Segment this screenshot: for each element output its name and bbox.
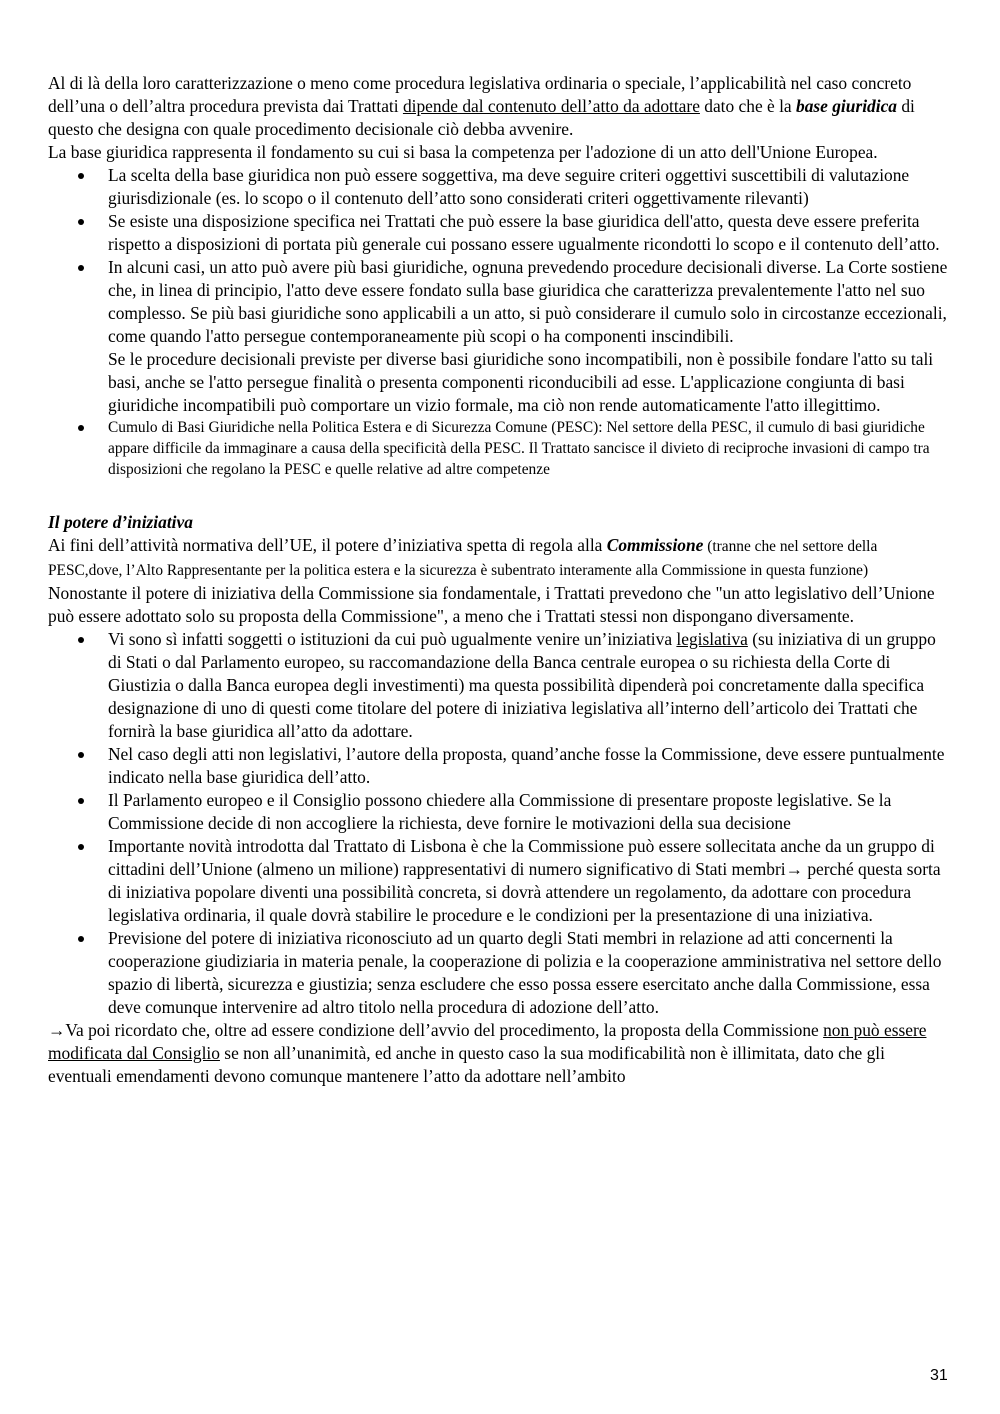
page-number: 31: [930, 1367, 948, 1384]
bullet-list-base-giuridica: [48, 164, 953, 480]
section-heading: Il potere d’iniziativa: [48, 512, 193, 532]
section-paragraph: Nonostante il potere di iniziativa della Commissione sia fondamentale, i Trattati prevedono che "un atto legislativo dell’Unione può essere adottato solo su proposta della Commissione", a meno che i Trattati stessi non dispongano diversamente.: [48, 583, 935, 626]
list-item: Previsione del potere di iniziativa riconosciuto ad un quarto degli Stati membri in relazione ad atti concernenti la cooperazione giudiziaria in materia penale, la cooperazione di polizia e la cooperazione amministrativa nel settore dello spazio di libertà, sicurezza e giustizia; senza escludere che esso possa essere esercitato anche dalla Commissione, essa deve comunque intervenire ad altro titolo nella procedura di adozione dell’atto.: [48, 927, 953, 1019]
list-item: Se esiste una disposizione specifica nei Trattati che può essere la base giuridica dell'atto, questa deve essere preferita rispetto a disposizioni di portata più generale cui possano essere ugualmente ricondotti lo scopo e il contenuto dell’atto.: [48, 210, 953, 256]
list-item: La scelta della base giuridica non può essere soggettiva, ma deve seguire criteri oggettivi suscettibili di valutazione giurisdizionale (es. lo scopo o il contenuto dell’atto sono considerati criteri oggettivamente rilevanti): [48, 164, 953, 210]
definition-paragraph: La base giuridica rappresenta il fondamento su cui si basa la competenza per l'adozione di un atto dell'Unione Europea.: [48, 142, 878, 162]
underlined-text: legislativa: [676, 629, 748, 649]
section-paragraph: Ai fini dell’attività normativa dell’UE, il potere d’iniziativa spetta di regola alla Commissione (tranne che nel settore della PESC,dove, l’Alto Rappresentante per la politica estera e la sicurezza è subentrato interamente alla Commissione in questa funzione): [48, 535, 878, 579]
list-item: In alcuni casi, un atto può avere più basi giuridiche, ognuna prevedendo procedure decisionali diverse. La Corte sostiene che, in linea di principio, l'atto deve essere fondato sulla base giuridica che caratterizza prevalentemente l'atto nel suo complesso. Se più basi giuridiche sono applicabili a un atto, si può considerare il cumulo solo in circostanze eccezionali, come quando l'atto persegue contemporaneamente più scopi o ha componenti inscindibili. Se le procedure decisionali previste per diverse basi giuridiche sono incompatibili, non è possibile fondare l'atto su tali basi, anche se l'atto persegue finalità o presenta componenti riconducibili ad esse. L'applicazione congiunta di basi giuridiche incompatibili può comportare un vizio formale, ma ciò non rende automaticamente l'atto illegittimo.: [48, 256, 953, 417]
emphasis-text: base giuridica: [796, 96, 897, 116]
underlined-text: non può essere modificata dal Consiglio: [48, 1020, 927, 1063]
list-item: Nel caso degli atti non legislativi, l’autore della proposta, quand’anche fosse la Commissione, deve essere puntualmente indicato nella base giuridica dell’atto.: [48, 743, 953, 789]
underlined-text: dipende dal contenuto dell’atto da adottare: [402, 96, 700, 116]
list-item: Vi sono sì infatti soggetti o istituzioni da cui può ugualmente venire un’iniziativa legislativa (su iniziativa di un gruppo di Stati o dal Parlamento europeo, su raccomandazione della Banca centrale europea o su richiesta della Corte di Giustizia o dalla Banca europea degli investimenti) ma questa possibilità dipenderà poi concretamente dalla specifica designazione di uno di questi come titolare del potere di iniziativa legislativa all’interno dell’articolo dei Trattati che fornirà la base giuridica all’atto da adottare.: [48, 628, 953, 743]
bullet-list-iniziativa: [48, 628, 953, 1019]
list-item: Cumulo di Basi Giuridiche nella Politica Estera e di Sicurezza Comune (PESC): Nel settore della PESC, il cumulo di basi giuridiche appare difficile da immaginare a causa della specificità della PESC. Il Trattato sancisce il divieto di reciproche invasioni di campo tra disposizioni che regolano la PESC e quelle relative ad altre competenze: [48, 417, 953, 480]
list-item: Il Parlamento europeo e il Consiglio possono chiedere alla Commissione di presentare proposte legislative. Se la Commissione decide di non accogliere la richiesta, deve fornire le motivazioni della sua decisione: [48, 789, 953, 835]
list-item: Importante novità introdotta dal Trattato di Lisbona è che la Commissione può essere sollecitata anche da un gruppo di cittadini dell’Unione (almeno un milione) rappresentativi di numero significativo di Stati membri→ perché questa sorta di iniziativa popolare diventi una possibilità concreta, si dovrà attendere un regolamento, da adottare con procedura legislativa ordinaria, il quale dovrà stabilire le procedure e le condizioni per la presentazione di una iniziativa.: [48, 835, 953, 927]
arrow-right-icon: →: [48, 1020, 66, 1040]
emphasis-text: Commissione: [606, 535, 704, 555]
closing-paragraph: →Va poi ricordato che, oltre ad essere condizione dell’avvio del procedimento, la proposta della Commissione non può essere modificata dal Consiglio se non all’unanimità, ed anche in questo caso la sua modificabilità non è illimitata, dato che gli eventuali emendamenti devono comunque mantenere l’atto da adottare nell’ambito: [48, 1020, 927, 1086]
document-page: [48, 72, 953, 1088]
intro-paragraph: Al di là della loro caratterizzazione o meno come procedura legislativa ordinaria o speciale, l’applicabilità nel caso concreto dell’una o dell’altra procedura prevista dai Trattati dipende dal contenuto dell’atto da adottare dato che è la base giuridica di questo che designa con quale procedimento decisionale ciò debba avvenire.: [48, 73, 915, 139]
arrow-right-icon: →: [785, 859, 803, 879]
